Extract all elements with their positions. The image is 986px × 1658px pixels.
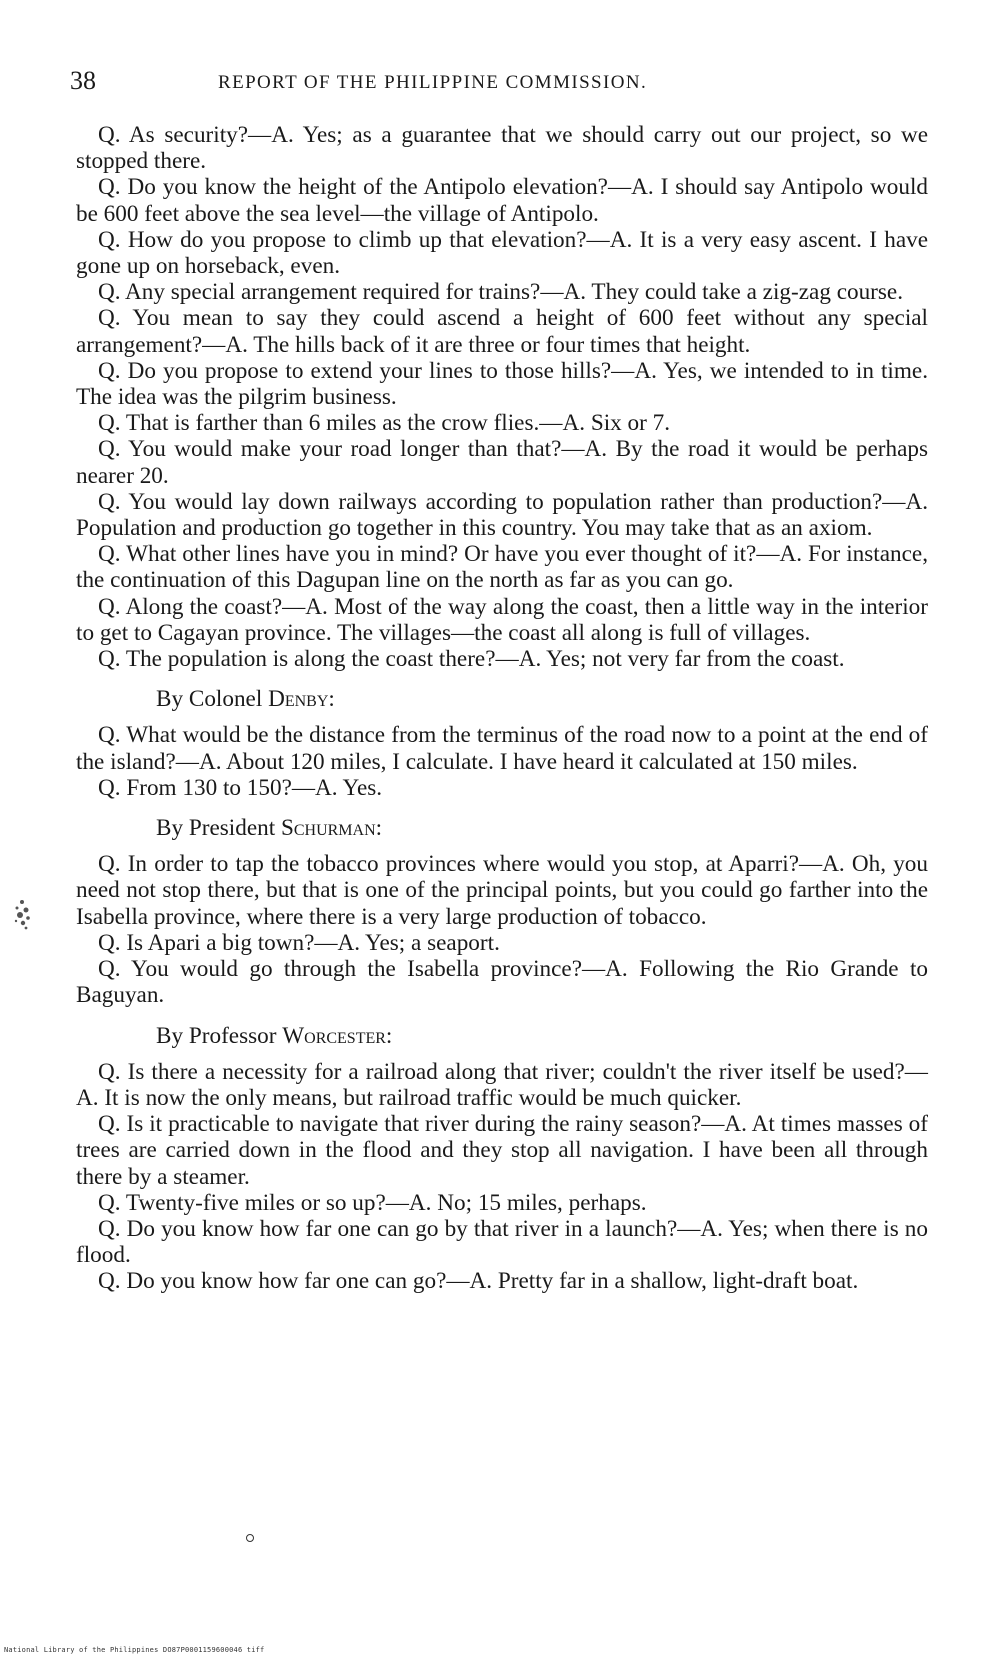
paragraph: Q. Twenty-five miles or so up?—A. No; 15 miles, perhaps.	[98, 1189, 647, 1216]
paragraph: Q. You would go through the Isabella province?—A. Following the Rio Grande to Baguyan.	[76, 956, 928, 1009]
paragraph: Q. In order to tap the tobacco provinces where would you stop, at Aparri?—A. Oh, you need not stop there, but that is one of the principal points, but you could go farther into the Isabella province, where there is a very large production of tobacco.	[76, 851, 928, 930]
speaker-heading-worcester	[76, 1023, 928, 1049]
speaker-heading-schurman	[76, 815, 928, 841]
speaker-name: Worcester:	[282, 1022, 393, 1049]
paragraph: Q. What would be the distance from the terminus of the road now to a point at the end of the island?—A. About 120 miles, I calculate. I have heard it calculated at 150 miles.	[76, 722, 928, 775]
paragraph: Q. Is it practicable to navigate that river during the rainy season?—A. At times masses of trees are carried down in the flood and they stop all navigation. I have been all through there by a steamer.	[76, 1111, 928, 1190]
paragraph: Q. That is farther than 6 miles as the crow flies.—A. Six or 7.	[98, 410, 671, 437]
paragraph: Q. Do you know how far one can go by that river in a launch?—A. Yes; when there is no flood.	[76, 1215, 928, 1269]
paragraph: Q. Do you propose to extend your lines to those hills?—A. Yes, we intended to in time. The idea was the pilgrim business.	[76, 357, 928, 411]
paragraph: Q. From 130 to 150?—A. Yes.	[98, 774, 383, 801]
paragraph: Q. How do you propose to climb up that elevation?—A. It is a very easy ascent. I have gone up on horseback, even.	[76, 226, 928, 280]
speaker-name: Denby:	[268, 686, 335, 713]
speaker-heading-denby	[76, 686, 928, 712]
speaker-name: Schurman:	[280, 815, 383, 842]
running-head: REPORT OF THE PHILIPPINE COMMISSION.	[218, 72, 648, 93]
paragraph: Q. You would make your road longer than that?—A. By the road it would be perhaps nearer 20.	[76, 436, 928, 489]
paragraph: Q. You would lay down railways according to population rather than production?—A. Population and production go together in this country. You may take that as an axiom.	[76, 488, 928, 542]
page-header	[70, 66, 926, 100]
paragraph: Q. Any special arrangement required for trains?—A. They could take a zig-zag course.	[98, 279, 904, 306]
paragraph: Q. What other lines have you in mind? Or have you ever thought of it?—A. For instance, the continuation of this Dagupan line on the north as far as you can go.	[76, 541, 928, 594]
paragraph: Q. Is there a necessity for a railroad along that river; couldn't the river itself be used?—A. It is now the only means, but railroad traffic would be much quicker.	[76, 1058, 928, 1111]
paragraph: Q. Along the coast?—A. Most of the way along the coast, then a little way in the interior to get to Cagayan province. The villages—the coast all along is full of villages.	[76, 593, 928, 646]
speaker-prefix: By President	[156, 815, 281, 842]
scan-artifact-icon	[8, 896, 36, 936]
paragraph: Q. Do you know the height of the Antipolo elevation?—A. I should say Antipolo would be 600 feet above the sea level—the village of Antipolo.	[76, 174, 928, 227]
paragraph: Q. You mean to say they could ascend a height of 600 feet without any special arrangement?—A. The hills back of it are three or four times that height.	[76, 305, 928, 358]
body-text	[76, 122, 928, 1295]
paragraph: Q. Do you know how far one can go?—A. Pretty far in a shallow, light-draft boat.	[98, 1268, 859, 1295]
speaker-prefix: By Colonel	[156, 686, 269, 713]
scan-footer: National Library of the Philippines DO87P0001159600046 tiff	[4, 1646, 265, 1654]
paragraph: Q. As security?—A. Yes; as a guarantee that we should carry out our project, so we stopped there.	[76, 122, 928, 175]
paragraph: Q. Is Apari a big town?—A. Yes; a seaport.	[98, 929, 500, 956]
paragraph: Q. The population is along the coast there?—A. Yes; not very far from the coast.	[98, 646, 845, 673]
page-number: 38	[70, 66, 96, 95]
page-mark-icon	[246, 1534, 254, 1542]
speaker-prefix: By Professor	[156, 1022, 283, 1049]
